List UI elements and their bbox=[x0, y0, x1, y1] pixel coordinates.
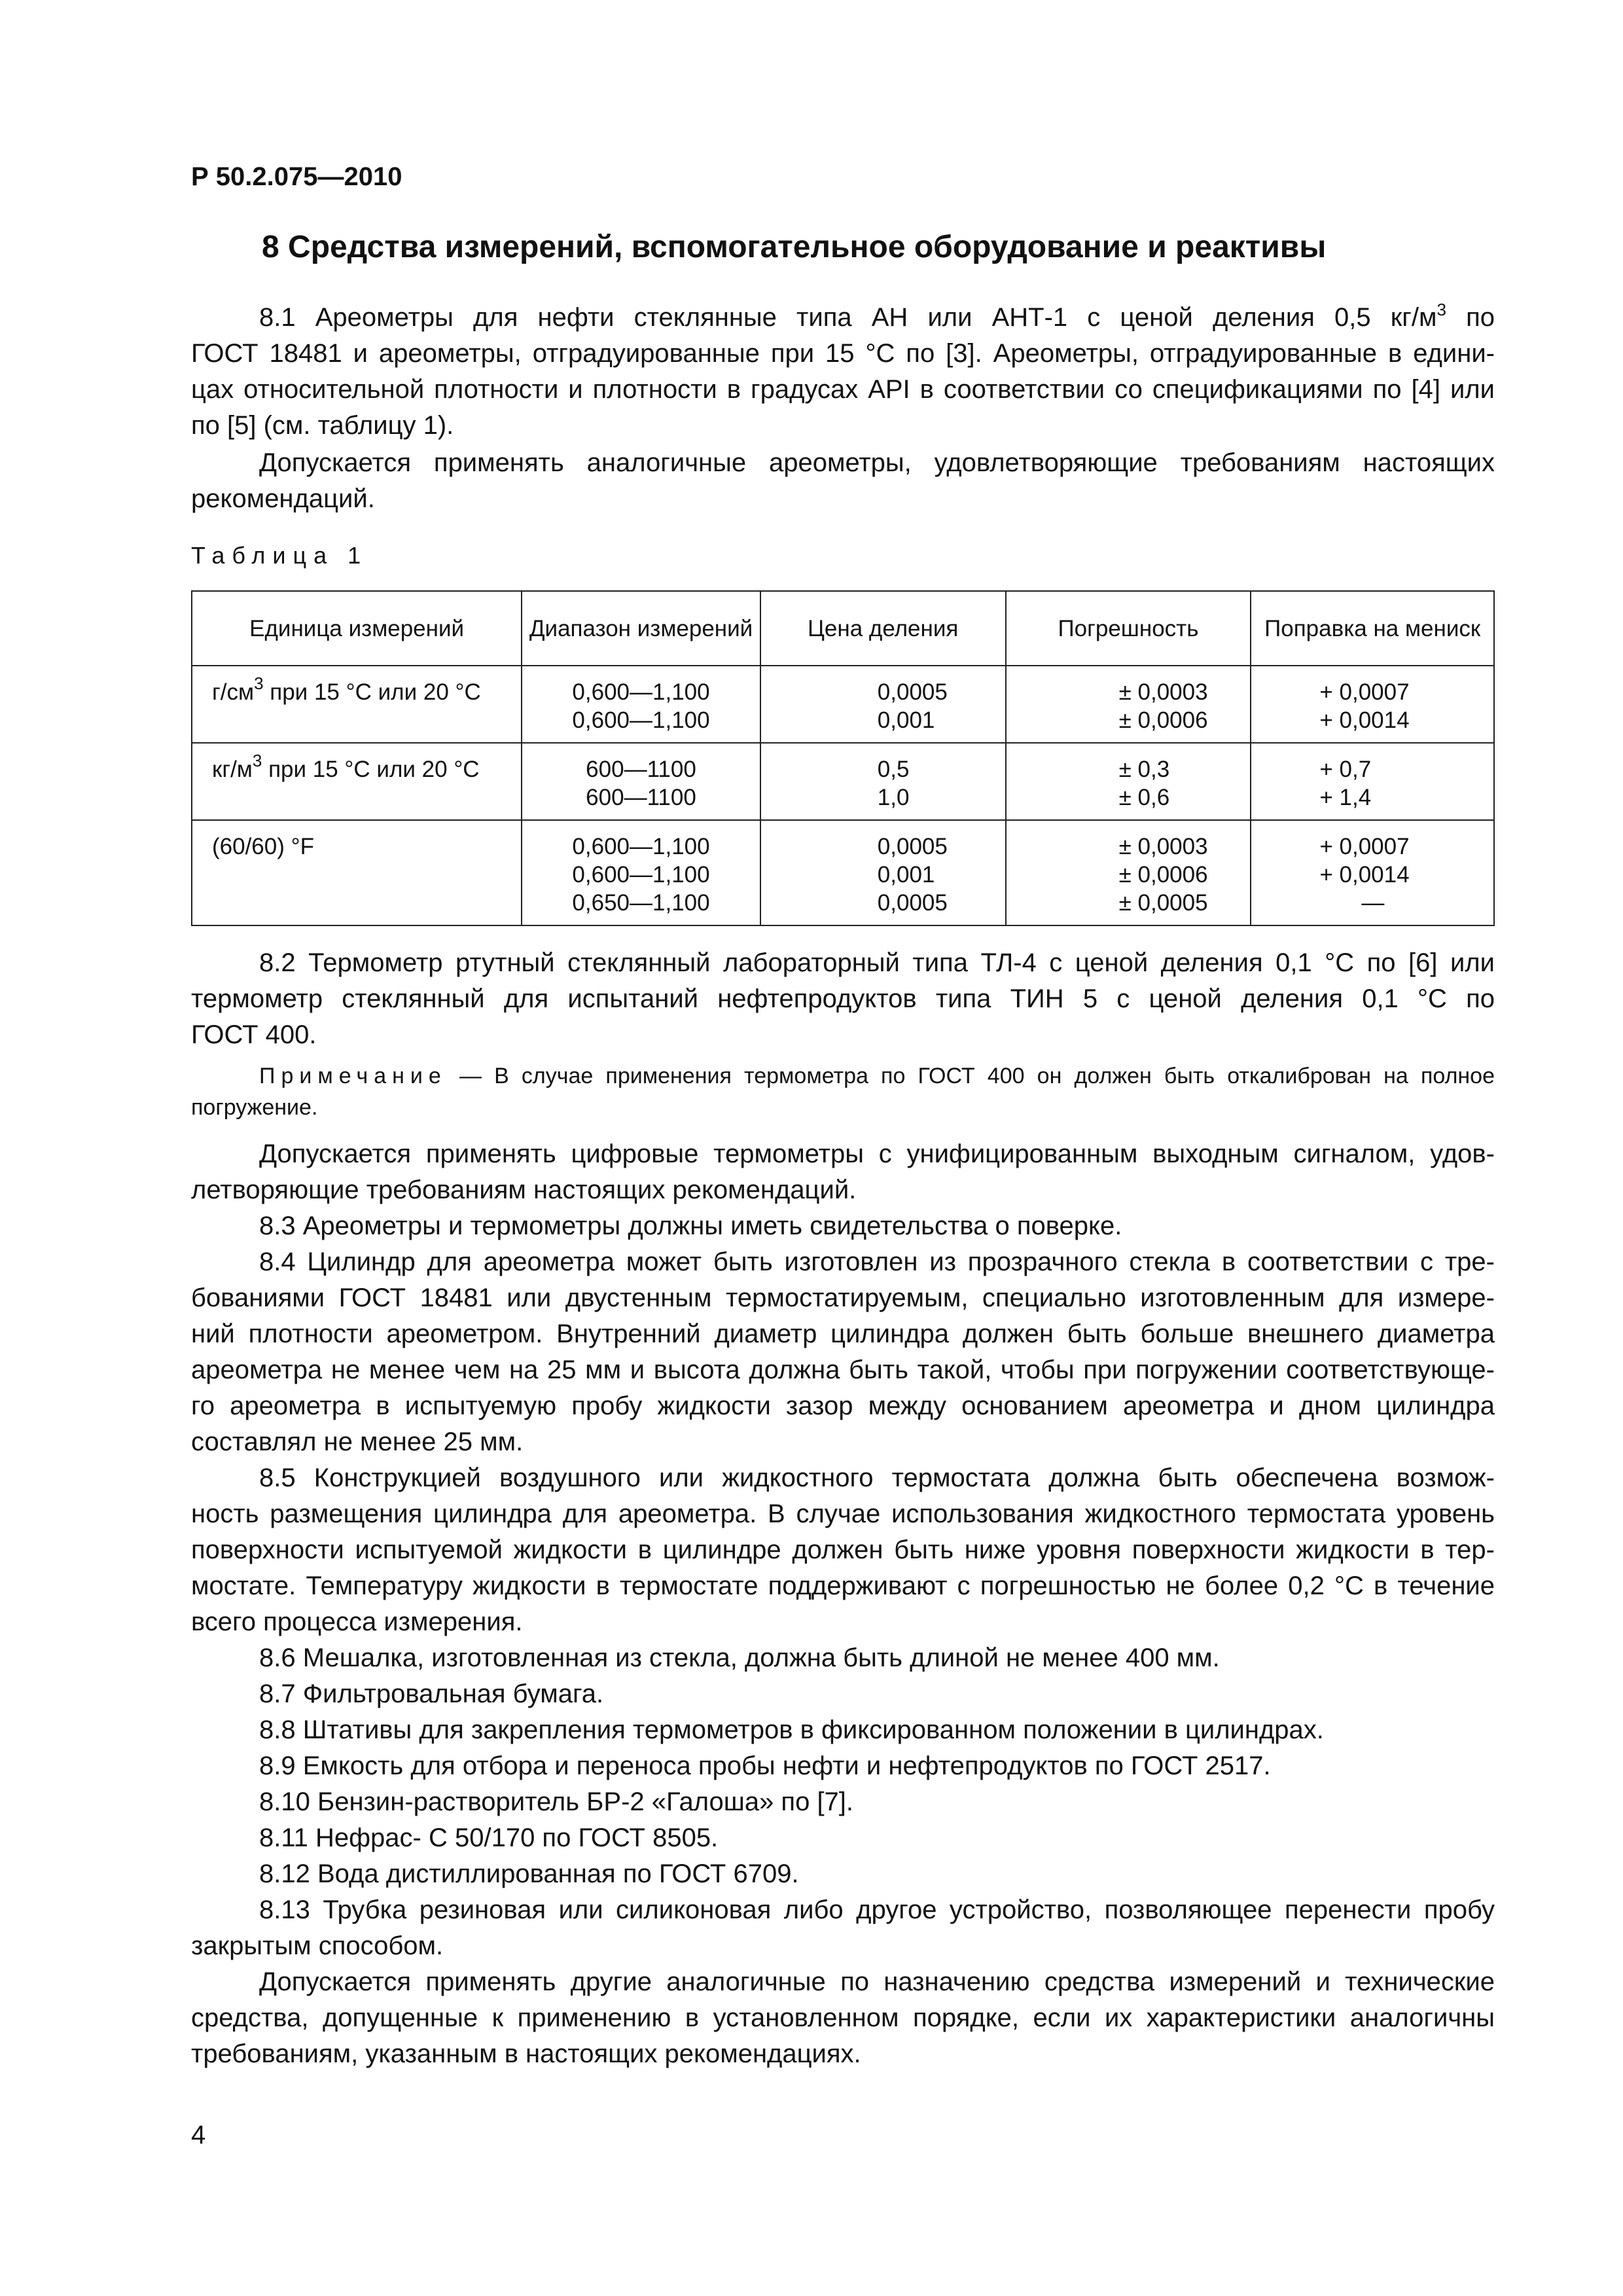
table-cell-correction: + 0,0007 + 0,0014 bbox=[1251, 666, 1494, 743]
paragraph-line: всего процесса измерения. bbox=[191, 1607, 523, 1636]
list-item: 8.7 Фильтровальная бумага. bbox=[259, 1679, 604, 1708]
table-row bbox=[192, 820, 1494, 925]
paragraph-line: по [5] (см. таблицу 1). bbox=[191, 411, 454, 440]
table-cell-error: ± 0,3 ± 0,6 bbox=[1006, 743, 1251, 820]
paragraph-line: бованиями ГОСТ 18481 или двустенным термостатируемым, специально изготовленным для измере- bbox=[191, 1283, 1495, 1312]
paragraph-line: го ареометра в испытуемую пробу жидкости зазор между основанием ареометра и дном цилиндра bbox=[191, 1391, 1495, 1420]
paragraph-8-13 bbox=[191, 1892, 1495, 1964]
table-header-cell: Поправка на мениск bbox=[1251, 591, 1494, 666]
paragraph-line: составлял не менее 25 мм. bbox=[191, 1427, 524, 1456]
list-item: 8.6 Мешалка, изготовленная из стекла, должна быть длиной не менее 400 мм. bbox=[259, 1643, 1220, 1672]
paragraph-line: закрытым способом. bbox=[191, 1931, 444, 1960]
paragraph-8-4 bbox=[191, 1244, 1495, 1460]
paragraph-8-3 bbox=[191, 1208, 1495, 1244]
note-line: Примечание — В случае применения термометра по ГОСТ 400 он должен быть откалиброван на полное bbox=[259, 1064, 1495, 1088]
table-header-cell: Цена деления bbox=[760, 591, 1006, 666]
section-title: 8 Средства измерений, вспомогательное оборудование и реактивы bbox=[262, 230, 1327, 264]
table-cell-unit: $г/см^3$ при 15 °С или 20 °С bbox=[192, 666, 522, 743]
table-cell-unit: $кг/м^3$ при 15 °С или 20 °С bbox=[192, 743, 522, 820]
paragraph-line: Допускается применять аналогичные ареометры, удовлетворяющие требованиям настоящих bbox=[259, 448, 1495, 477]
table-cell-correction: + 0,7 + 1,4 bbox=[1251, 743, 1494, 820]
table-caption: Таблица 1 bbox=[191, 542, 368, 569]
paragraph-8-1 bbox=[191, 300, 1495, 444]
list-item: 8.9 Емкость для отбора и переноса пробы нефти и нефтепродуктов по ГОСТ 2517. bbox=[259, 1751, 1271, 1780]
paragraph-8-2 bbox=[191, 945, 1495, 1053]
paragraph-line: 8.4 Цилиндр для ареометра может быть изготовлен из прозрачного стекла в соответствии с тре- bbox=[259, 1247, 1495, 1276]
table-row bbox=[192, 666, 1494, 743]
paragraph-line: ность размещения цилиндра для ареометра. В случае использования жидкостного термостата уровень bbox=[191, 1499, 1495, 1528]
page-number: 4 bbox=[191, 2121, 206, 2149]
list-item: 8.10 Бензин-растворитель БР-2 «Галоша» по [7]. bbox=[259, 1787, 854, 1816]
paragraph-line: ГОСТ 400. bbox=[191, 1020, 317, 1049]
table-cell-correction: + 0,0007 + 0,0014 — bbox=[1251, 820, 1494, 925]
paragraph-line: 8.1 Ареометры для нефти стеклянные типа АН или АНТ-1 с ценой деления 0,5 $кг/м^3$ по bbox=[259, 300, 1495, 332]
table-cell-error: ± 0,0003 ± 0,0006 ± 0,0005 bbox=[1006, 820, 1251, 925]
paragraph-line: требованиям, указанным в настоящих рекомендациях. bbox=[191, 2039, 861, 2068]
paragraph-line: 8.3 Ареометры и термометры должны иметь свидетельства о поверке. bbox=[259, 1211, 1122, 1240]
table-cell-division: 0,0005 0,001 bbox=[760, 666, 1006, 743]
list-items-8-6-to-8-12 bbox=[191, 1640, 1495, 1892]
paragraph-line: 8.2 Термометр ртутный стеклянный лабораторный типа ТЛ-4 с ценой деления 0,1 °С по [6] или bbox=[259, 948, 1495, 977]
superscript: 3 bbox=[1436, 300, 1446, 319]
table-row bbox=[192, 743, 1494, 820]
paragraph-line: Допускается применять цифровые термометры с унифицированным выходным сигналом, удов- bbox=[259, 1139, 1495, 1168]
paragraph-final-allowance bbox=[191, 1964, 1495, 2072]
table-1 bbox=[191, 590, 1495, 926]
table-cell-error: ± 0,0003 ± 0,0006 bbox=[1006, 666, 1251, 743]
paragraph-8-2-allowance bbox=[191, 1136, 1495, 1208]
paragraph-line: термометр стеклянный для испытаний нефтепродуктов типа ТИН 5 с ценой деления 0,1 °С по bbox=[191, 984, 1495, 1013]
paragraph-line: 8.5 Конструкцией воздушного или жидкостного термостата должна быть обеспечена возмож- bbox=[259, 1463, 1495, 1492]
paragraph-line: ГОСТ 18481 и ареометры, отградуированные при 15 °С по [3]. Ареометры, отградуированные в едини- bbox=[191, 339, 1495, 368]
paragraph-line: Допускается применять другие аналогичные по назначению средства измерений и технические bbox=[259, 1967, 1495, 1996]
table-header-row bbox=[192, 591, 1494, 666]
table-header-cell: Диапазон измерений bbox=[522, 591, 760, 666]
table-header-cell: Единица измерений bbox=[192, 591, 522, 666]
note-line: погружение. bbox=[191, 1095, 318, 1120]
table-cell-division: 0,5 1,0 bbox=[760, 743, 1006, 820]
note bbox=[191, 1060, 1495, 1123]
paragraph-line: летворяющие требованиям настоящих рекомендаций. bbox=[191, 1175, 857, 1204]
list-item: 8.11 Нефрас- С 50/170 по ГОСТ 8505. bbox=[259, 1823, 719, 1852]
table-cell-unit: (60/60) °F bbox=[192, 820, 522, 925]
paragraph-line: мостате. Температуру жидкости в термостате поддерживают с погрешностью не более 0,2 °С в течение bbox=[191, 1571, 1495, 1600]
list-item: 8.8 Штативы для закрепления термометров в фиксированном положении в цилиндрах. bbox=[259, 1715, 1324, 1744]
paragraph-line: ний плотности ареометром. Внутренний диаметр цилиндра должен быть больше внешнего диаметра bbox=[191, 1319, 1495, 1348]
table-cell-division: 0,0005 0,001 0,0005 bbox=[760, 820, 1006, 925]
note-label: Примечание bbox=[259, 1064, 447, 1088]
paragraph-line: средства, допущенные к применению в установленном порядке, если их характеристики аналогичны bbox=[191, 2003, 1495, 2032]
table-cell-range: 0,600—1,100 0,600—1,100 0,650—1,100 bbox=[522, 820, 760, 925]
paragraph-line: 8.13 Трубка резиновая или силиконовая либо другое устройство, позволяющее перенести пробу bbox=[259, 1895, 1495, 1924]
table-cell-range: 600—1100 600—1100 bbox=[522, 743, 760, 820]
paragraph-line: цах относительной плотности и плотности в градусах API в соответствии со спецификациями по [4] или bbox=[191, 375, 1495, 404]
document-code: Р 50.2.075—2010 bbox=[191, 162, 402, 191]
paragraph-8-1-allowance bbox=[191, 445, 1495, 517]
paragraph-8-5 bbox=[191, 1460, 1495, 1640]
table-cell-range: 0,600—1,100 0,600—1,100 bbox=[522, 666, 760, 743]
paragraph-line: рекомендаций. bbox=[191, 484, 375, 513]
paragraph-line: поверхности испытуемой жидкости в цилиндре должен быть ниже уровня поверхности жидкости в тер- bbox=[191, 1535, 1495, 1564]
paragraph-line: ареометра не менее чем на 25 мм и высота должна быть такой, чтобы при погружении соответствующе- bbox=[191, 1355, 1495, 1384]
table-header-cell: Погрешность bbox=[1006, 591, 1251, 666]
list-item: 8.12 Вода дистиллированная по ГОСТ 6709. bbox=[259, 1859, 799, 1888]
